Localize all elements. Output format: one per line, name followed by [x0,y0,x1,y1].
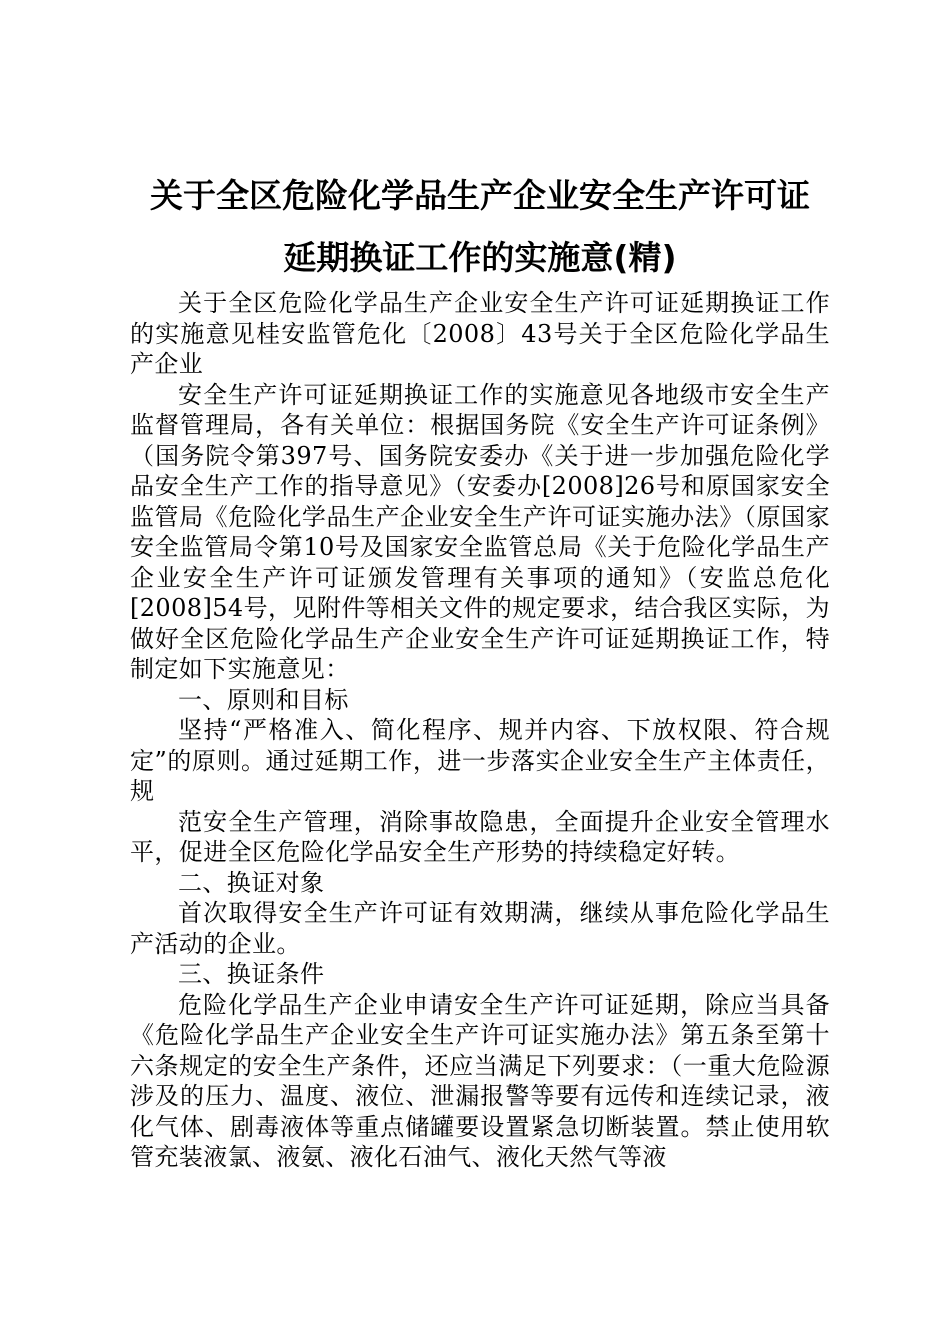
paragraph-principles: 坚持“严格准入、简化程序、规并内容、下放权限、符合规定”的原则。通过延期工作，进一步落实企业安全生产主体责任，规 [130,716,830,805]
paragraph-principles-continued: 范安全生产管理，消除事故隐患，全面提升企业安全管理水平，促进全区危险化学品安全生产形势的持续稳定好转。 [130,807,830,866]
document-page [130,178,830,1173]
document-body [130,288,830,1173]
paragraph-targets: 首次取得安全生产许可证有效期满，继续从事危险化学品生产活动的企业。 [130,899,830,958]
section-heading-targets: 二、换证对象 [178,868,325,897]
section-heading-conditions: 三、换证条件 [178,960,325,988]
paragraph-intro: 关于全区危险化学品生产企业安全生产许可证延期换证工作的实施意见桂安监管危化〔2008〕43号关于全区危险化学品生产企业 [130,289,830,378]
section-heading-principles: 一、原则和目标 [178,685,349,714]
paragraph-conditions: 危险化学品生产企业申请安全生产许可证延期，除应当具备《危险化学品生产企业安全生产许可证实施办法》第五条至第十六条规定的安全生产条件，还应当满足下列要求：（一重大危险源涉及的压力、温度、液位、泄漏报警等要有远传和连续记录，液化气体、剧毒液体等重点储罐要设置紧急切断装置。禁止使用软管充装液氯、液氨、液化石油气、液化天然气等液 [130,990,830,1171]
document-title-line-1: 关于全区危险化学品生产企业安全生产许可证 [150,176,810,215]
document-title-line-2: 延期换证工作的实施意(精) [283,238,677,277]
paragraph-notice: 安全生产许可证延期换证工作的实施意见各地级市安全生产监督管理局，各有关单位：根据国务院《安全生产许可证条例》（国务院令第397号、国务院安委办《关于进一步加强危险化学品安全生产工作的指导意见》（安委办[2008]26号和原国家安全监管局《危险化学品生产企业安全生产许可证实施办法》（原国家安全监管局令第10号及国家安全监管总局《关于危险化学品生产企业安全生产许可证颁发管理有关事项的通知》（安监总危化[2008]54号，见附件等相关文件的规定要求，结合我区实际，为做好全区危险化学品生产企业安全生产许可证延期换证工作，特制定如下实施意见： [130,380,830,683]
